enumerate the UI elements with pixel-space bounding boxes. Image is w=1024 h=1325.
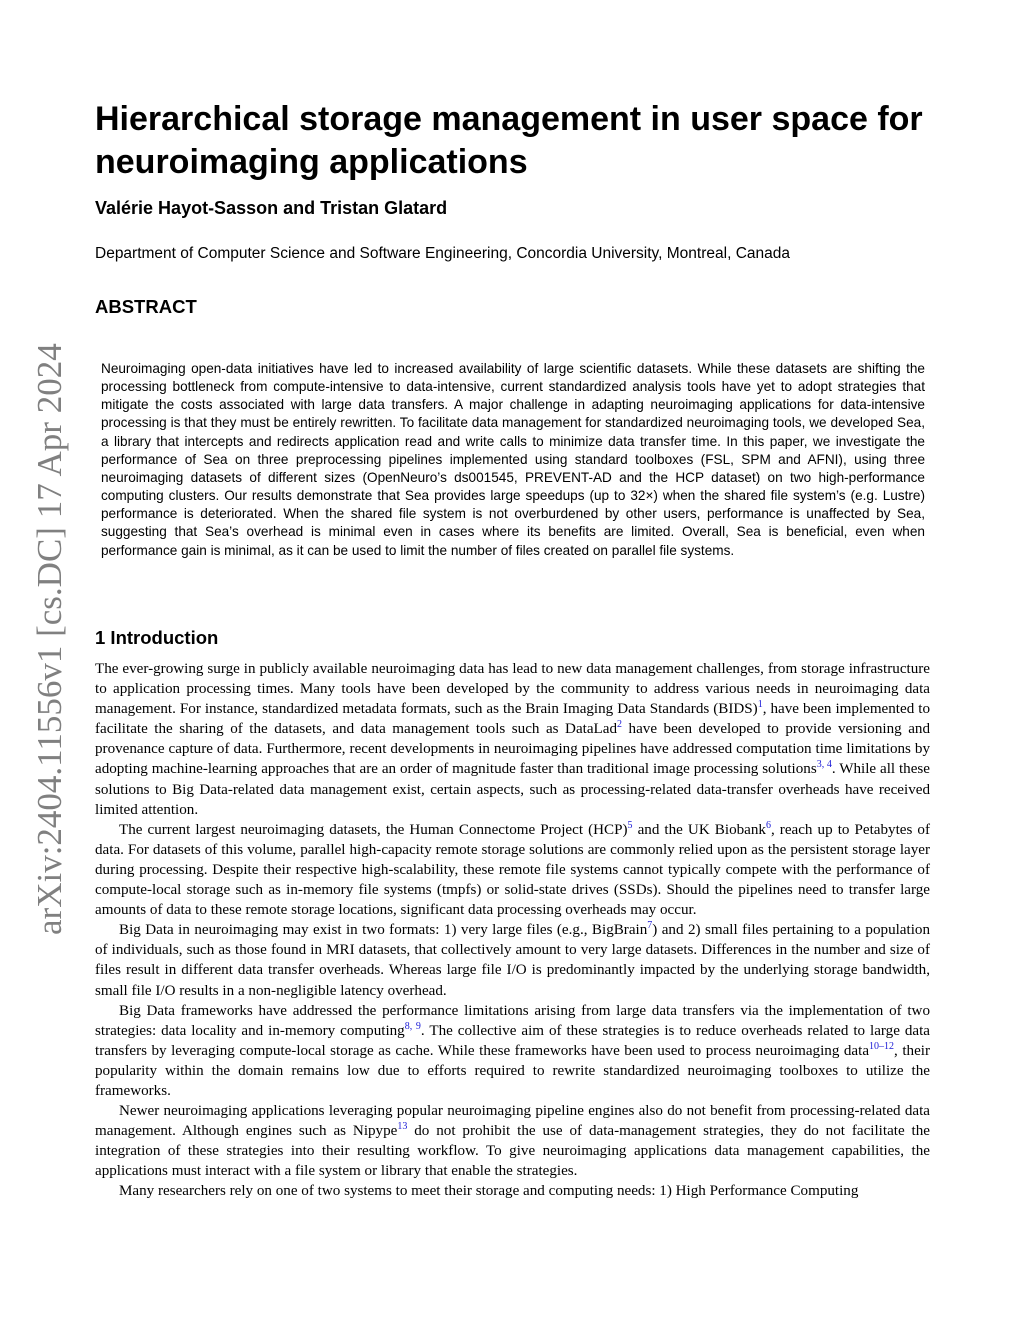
paragraph-text: Newer neuroimaging applications leveraging popular neuroimaging pipeline engines also do not benefit from processing-related data management. Although engines such as Nipype	[95, 1103, 930, 1140]
introduction-body	[95, 659, 930, 1202]
paragraph-text: do not prohibit the use of data-management strategies, they do not facilitate the integration of these strategies into their resulting workflow. To give neuroimaging applications data management capabilities, the applications must interact with a file system or library that enable the strategies.	[95, 1123, 930, 1180]
citation-link[interactable]: 2	[617, 719, 623, 731]
paragraph-text: Many researchers rely on one of two systems to meet their storage and computing needs: 1) High Performance Computing	[119, 1183, 859, 1200]
paragraph-text: ) and 2) small files pertaining to a population of individuals, such as those found in MRI datasets, that collectively amount to very large datasets. Differences in the number and size of files result in different data transfer overheads. Whereas large file I/O is predominantly impacted by the underlying storage bandwidth, small file I/O results in a non-negligible latency overhead.	[95, 922, 930, 999]
paper-authors: Valérie Hayot-Sasson and Tristan Glatard	[95, 198, 448, 218]
citation-link[interactable]: 10–12	[869, 1040, 895, 1052]
paragraph-text: , have been implemented to facilitate the sharing of the datasets, and data management tools such as DataLad	[95, 701, 930, 738]
paragraph-text: have been developed to provide versioning and provenance capture of data. Furthermore, recent developments in neuroimaging pipelines have addressed computation time limitations by adopting machine-learning approaches that are an order of magnitude faster than traditional image processing solutions	[95, 721, 930, 778]
paragraph-text: The current largest neuroimaging datasets, the Human Connectome Project (HCP)	[119, 821, 628, 838]
paragraph-text: The ever-growing surge in publicly available neuroimaging data has lead to new data management challenges, from storage infrastructure to application processing times. Many tools have been developed by the community to address various needs in neuroimaging data management. For instance, standardized metadata formats, such as the Brain Imaging Data Standards (BIDS)	[95, 661, 930, 718]
citation-link[interactable]: 3, 4	[816, 759, 832, 771]
paper-affiliation: Department of Computer Science and Software Engineering, Concordia University, Montreal, Canada	[95, 245, 790, 262]
citation-link[interactable]: 5	[627, 819, 633, 831]
intro-paragraph-5	[95, 1101, 930, 1181]
paragraph-text: , reach up to Petabytes of data. For datasets of this volume, parallel high-capacity remote storage solutions are commonly relied upon as the persistent storage layer during processing. Despite their respective high-scalability, these remote file systems cannot typically compete with the performance of compute-local storage such as in-memory file systems (tmpfs) or solid-state drives (SSDs). Should the pipelines need to transfer large amounts of data to these remote storage locations, significant data processing overheads may occur.	[95, 821, 930, 919]
paragraph-text: . The collective aim of these strategies is to reduce overheads related to large data transfers by leveraging compute-local storage as cache. While these frameworks have been used to process neuroimaging data	[95, 1022, 930, 1059]
citation-link[interactable]: 1	[757, 699, 763, 711]
citation-link[interactable]: 6	[765, 819, 771, 831]
intro-paragraph-3	[95, 920, 930, 1000]
intro-paragraph-2	[95, 820, 930, 920]
paragraph-text: Big Data in neuroimaging may exist in two formats: 1) very large files (e.g., BigBrain	[119, 922, 648, 939]
paragraph-text: and the UK Biobank	[632, 821, 766, 838]
paragraph-text: . While all these solutions to Big Data-related data management exist, certain aspects, such as processing-related data-transfer overheads have received limited attention.	[95, 761, 930, 818]
abstract-body: Neuroimaging open-data initiatives have led to increased availability of large scientific datasets. While these datasets are shifting the processing bottleneck from compute-intensive to data-intensive, current standardized analysis tools have yet to adopt strategies that mitigate the costs associated with large data transfers. A major challenge in adapting neuroimaging applications for data-intensive processing is that they must be entirely rewritten. To facilitate data management for standardized neuroimaging tools, we developed Sea, a library that intercepts and redirects application read and write calls to minimize data transfer time. In this paper, we investigate the performance of Sea on three preprocessing pipelines implemented using standard toolboxes (FSL, SPM and AFNI), using three neuroimaging datasets of different sizes (OpenNeuro’s ds001545, PREVENT-AD and the HCP dataset) on two high-performance computing clusters. Our results demonstrate that Sea provides large speedups (up to 32×) when the shared file system’s (e.g. Lustre) performance is deteriorated. When the shared file system is not overburdened by other users, performance is unaffected by Sea, suggesting that Sea’s overhead is minimal even in cases where its benefits are limited. Overall, Sea is beneficial, even when performance gain is minimal, as it can be used to limit the number of files created on parallel file systems.	[101, 361, 925, 558]
arxiv-identifier: arXiv:2404.11556v1 [cs.DC] 17 Apr 2024	[30, 343, 69, 935]
paragraph-text: Big Data frameworks have addressed the performance limitations arising from large data transfers via the implementation of two strategies: data locality and in-memory computing	[95, 1002, 930, 1039]
intro-paragraph-4	[95, 1001, 930, 1101]
introduction-heading: 1 Introduction	[95, 627, 219, 648]
citation-link[interactable]: 13	[397, 1121, 408, 1133]
citation-link[interactable]: 7	[647, 920, 653, 932]
intro-paragraph-1	[95, 659, 930, 820]
citation-link[interactable]: 8, 9	[404, 1020, 421, 1032]
paragraph-text: , their popularity within the domain remains low due to efforts required to rewrite standardized neuroimaging toolboxes to utilize the frameworks.	[95, 1042, 930, 1099]
intro-paragraph-6	[95, 1181, 930, 1201]
abstract-heading: ABSTRACT	[95, 296, 197, 317]
paper-title: Hierarchical storage management in user space for neuroimaging applications	[95, 100, 923, 181]
